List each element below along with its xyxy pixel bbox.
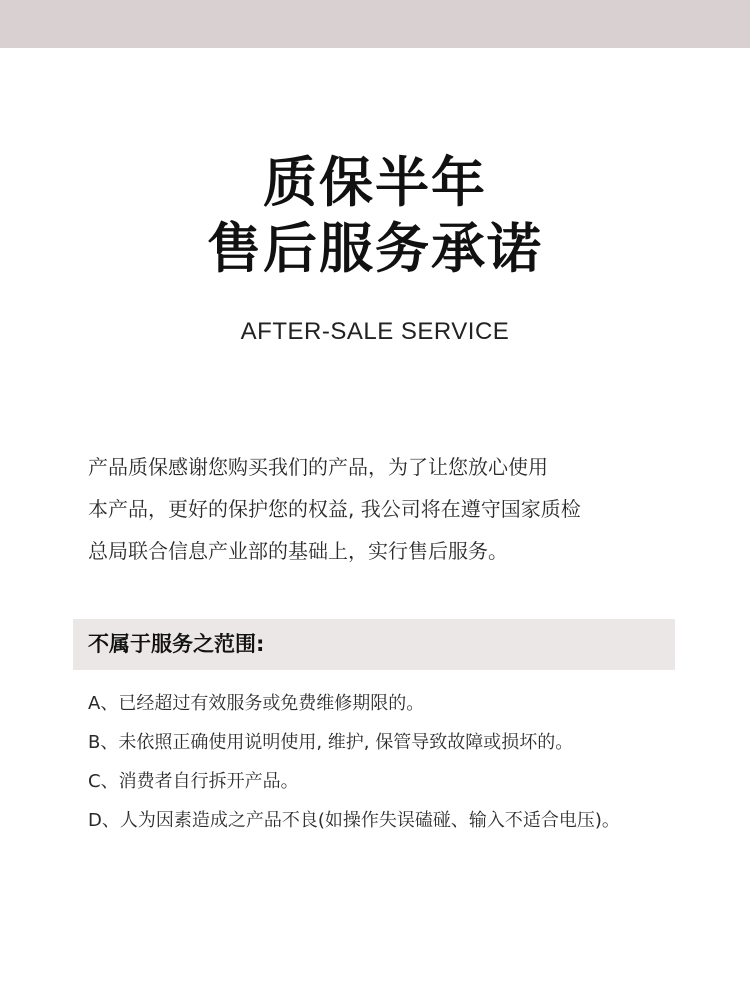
list-item: A、已经超过有效服务或免费维修期限的。 <box>88 693 425 714</box>
list-item: B、未依照正确使用说明使用, 维护, 保管导致故障或损坏的。 <box>88 732 574 753</box>
page-subtitle: AFTER-SALE SERVICE <box>240 318 510 345</box>
top-band <box>0 0 750 48</box>
scope-list <box>88 684 728 840</box>
scope-section-title: 不属于服务之范围: <box>88 632 265 656</box>
intro-line: 产品质保感谢您购买我们的产品，为了让您放心使用 <box>88 455 548 479</box>
title-line-warranty: 质保半年 <box>263 151 487 214</box>
intro-line: 总局联合信息产业部的基础上，实行售后服务。 <box>88 539 508 563</box>
intro-line: 本产品，更好的保护您的权益, 我公司将在遵守国家质检 <box>88 497 581 521</box>
scope-section-header <box>73 619 675 670</box>
list-item: D、人为因素造成之产品不良(如操作失误磕碰、输入不适合电压)。 <box>88 810 620 831</box>
page-title <box>0 150 750 282</box>
intro-paragraph <box>88 446 688 572</box>
title-line-service-promise: 售后服务承诺 <box>207 217 543 280</box>
list-item: C、消费者自行拆开产品。 <box>88 771 299 792</box>
